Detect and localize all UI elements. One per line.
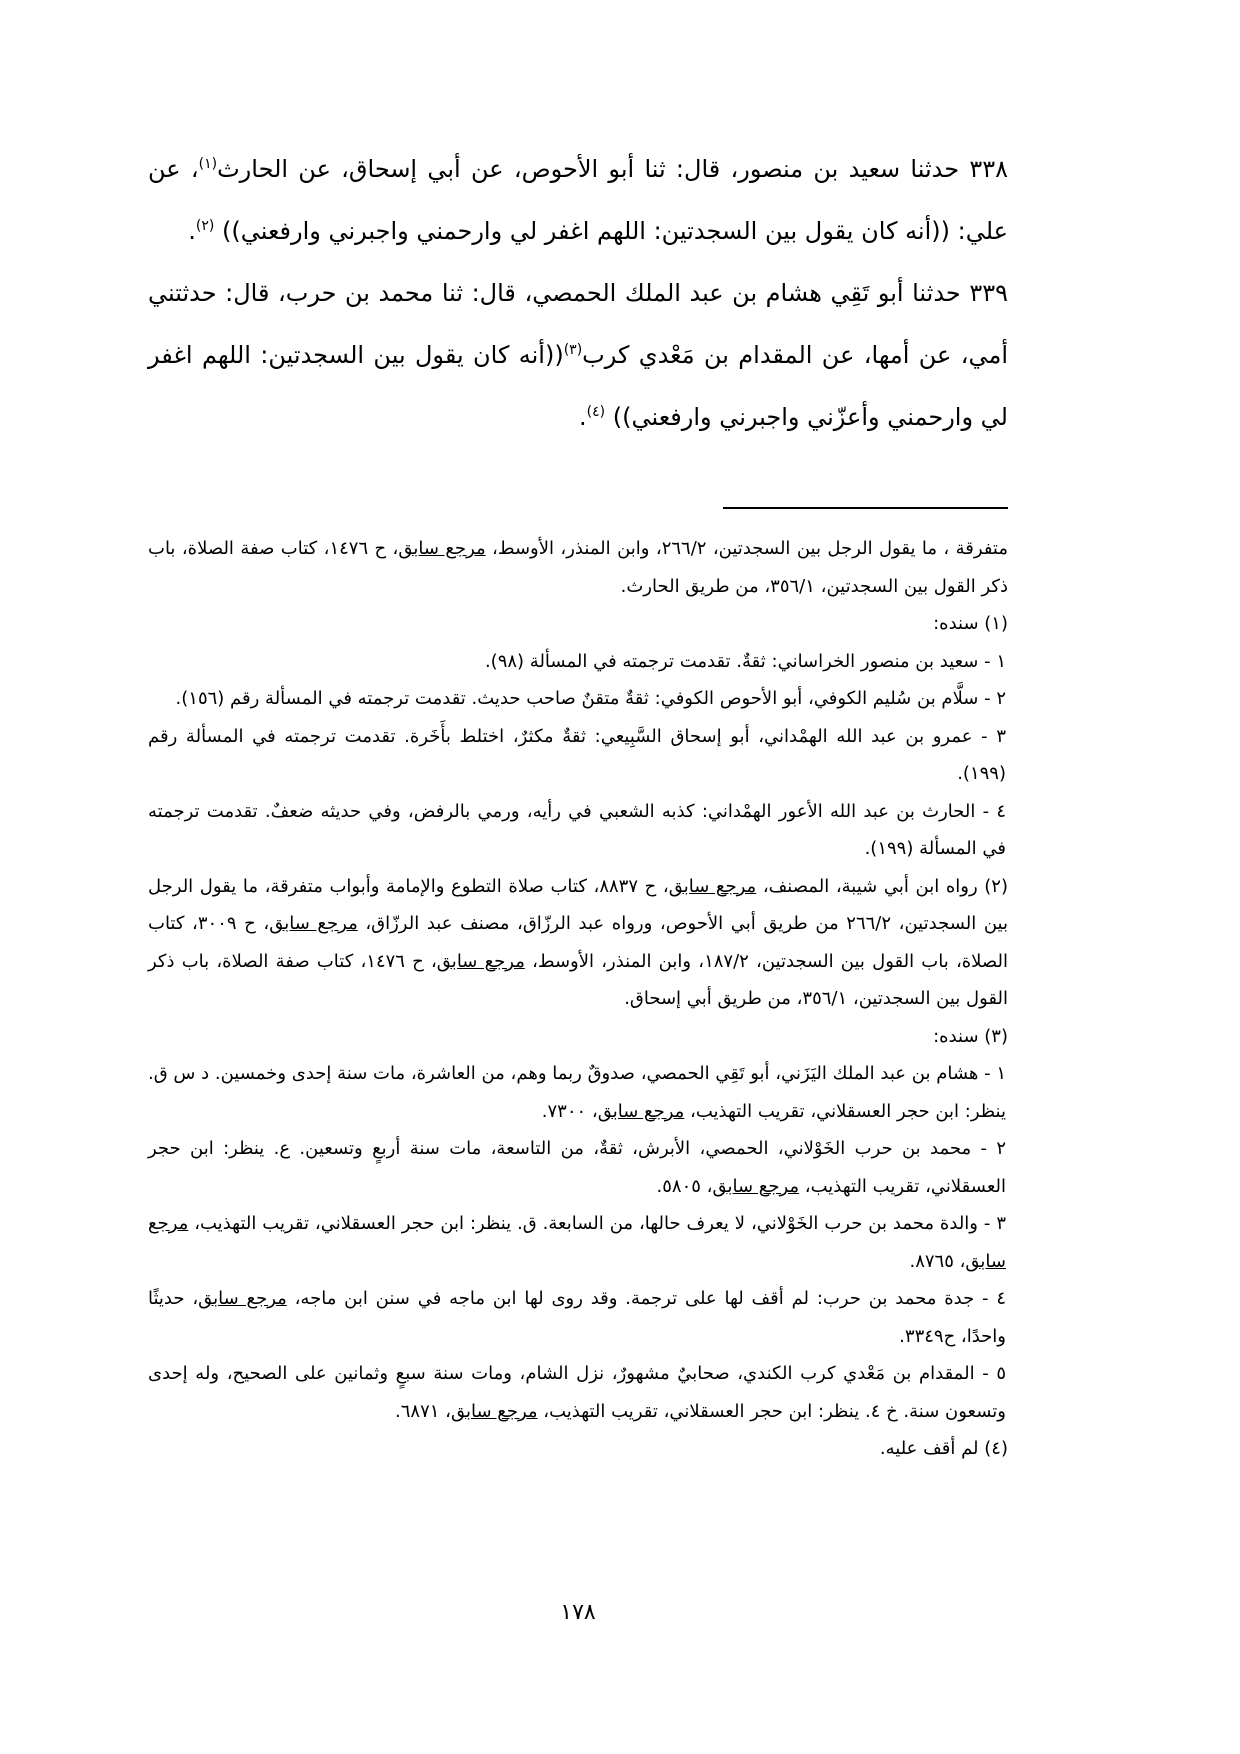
reference-link: مرجع سابق xyxy=(436,950,525,972)
hadith-338-end: . xyxy=(188,217,196,245)
main-text xyxy=(148,138,1008,448)
footnote-1-heading: (١) سنده: xyxy=(933,613,1008,634)
footnote-2 xyxy=(148,868,1008,1018)
footnote-text: ١ - هشام بن عبد الملك اليَزَني، أبو تَقِي الحمصي، صدوقٌ ربما وهم، من العاشرة، مات سنة إحدى وخمسين. د س ق. ينظر: ابن حجر العسقلاني، تقريب التهذيب، xyxy=(148,1063,1006,1122)
footnote-text: ٥ - المقدام بن مَعْدي كرب الكندي، صحابيٌ مشهورٌ، نزل الشام، ومات سنة سبعٍ وثمانين على الصحيح، وله إحدى وتسعون سنة. خ ٤. ينظر: ابن حجر العسقلاني، تقريب التهذيب، xyxy=(148,1363,1006,1422)
reference-link: مرجع سابق xyxy=(450,1400,538,1422)
footnote-1-item-4: ٤ - الحارث بن عبد الله الأعور الهمْداني: كذبه الشعبي في رأيه، ورمي بالرفض، وفي حديثه ضعفٌ. تقدمت ترجمته في المسألة (١٩٩). xyxy=(148,800,1006,859)
footnote-ref-1: (١) xyxy=(198,156,218,172)
hadith-338-text-b: ، عن علي: ((أنه كان يقول بين السجدتين: اللهم اغفر لي وارحمني واجبرني وارفعني)) xyxy=(148,155,1008,245)
footnote-text: ٤ - جدة محمد بن حرب: لم أقف لها على ترجمة. وقد روى لها ابن ماجه في سنن ابن ماجه، xyxy=(286,1288,1006,1309)
hadith-339-text-a: ٣٣٩ حدثنا أبو تَقِي هشام بن عبد الملك الحمصي، قال: ثنا محمد بن حرب، قال: حدثتني أمي، عن أمها، عن المقدام بن مَعْدي كرب xyxy=(148,279,1009,369)
footnote-text: ، ح ٣٠٠٩، كتاب الصلاة، باب القول بين السجدتين، ١٨٧/٢، وابن المنذر، الأوسط، xyxy=(148,913,1009,972)
footnote-text: (٢) رواه ابن أبي شيبة، المصنف، xyxy=(756,875,1008,897)
page-number: ١٧٨ xyxy=(560,1600,596,1625)
footnote-ref-4: (٤) xyxy=(586,404,606,420)
reference-link: مرجع سابق xyxy=(398,538,486,559)
footnote-3-item-2 xyxy=(148,1130,1008,1205)
reference-link: مرجع سابق xyxy=(668,875,757,897)
reference-link: مرجع سابق xyxy=(198,1288,287,1309)
document-page xyxy=(148,0,1008,1754)
reference-link: مرجع سابق xyxy=(712,1175,800,1197)
footnote-text: ، ٧٣٠٠. xyxy=(541,1100,598,1122)
footnote-text: ، ح ١٤٧٦، كتاب صفة الصلاة، باب ذكر القول بين السجدتين، ٣٥٦/١، من طريق أبي إسحاق. xyxy=(148,950,1008,1009)
footnote-text: ٢ - محمد بن حرب الخَوْلاني، الحمصي، الأبرش، ثقةٌ، من التاسعة، مات سنة أربعٍ وتسعين. ع. ينظر: ابن حجر العسقلاني، تقريب التهذيب، xyxy=(148,1138,1006,1197)
footnote-continuation xyxy=(148,530,1008,605)
hadith-339-text-b: ((أنه كان يقول بين السجدتين: اللهم اغفر لي وارحمني وأعزّني واجبرني وارفعني)) xyxy=(148,341,1008,431)
footnote-text: ٣ - والدة محمد بن حرب الخَوْلاني، لا يعرف حالها، من السابعة. ق. ينظر: ابن حجر العسقلاني، تقريب التهذيب، xyxy=(188,1213,1006,1234)
footnote-text: ، ٨٧٦٥. xyxy=(909,1250,966,1272)
footnote-ref-3: (٣) xyxy=(563,342,583,358)
footnote-text: ، ٥٨٠٥. xyxy=(656,1175,713,1197)
footnote-text: ، ح ١٤٧٦، كتاب صفة الصلاة، باب ذكر القول بين السجدتين، ٣٥٦/١، من طريق الحارث. xyxy=(148,538,1008,597)
footnote-separator xyxy=(723,507,1008,509)
footnote-3-item-3 xyxy=(148,1205,1008,1280)
footnote-text: ، ح ٨٨٣٧، كتاب صلاة التطوع والإمامة وأبواب متفرقة، ما يقول الرجل بين السجدتين، ٢٦٦/٢ من طريق أبي الأحوص، ورواه عبد الرزّاق، مصنف عبد الرزّاق، xyxy=(148,875,1008,934)
footnote-3-item-5 xyxy=(148,1355,1008,1430)
hadith-338-text-a: ٣٣٨ حدثنا سعيد بن منصور، قال: ثنا أبو الأحوص، عن أبي إسحاق، عن الحارث xyxy=(217,155,1009,183)
footnotes xyxy=(148,530,1008,1468)
footnote-3-item-4 xyxy=(148,1280,1008,1355)
footnote-1-item-1: ١ - سعيد بن منصور الخراساني: ثقةٌ. تقدمت ترجمته في المسألة (٩٨). xyxy=(484,650,1006,672)
hadith-338 xyxy=(148,138,1008,262)
reference-link: مرجع سابق xyxy=(148,1213,1006,1272)
reference-link: مرجع سابق xyxy=(597,1100,685,1122)
footnote-3-heading: (٣) سنده: xyxy=(933,1025,1008,1047)
footnote-1-item-2: ٢ - سلَّام بن سُليم الكوفي، أبو الأحوص الكوفي: ثقةٌ متقنٌ صاحب حديث. تقدمت ترجمته في المسألة رقم (١٥٦). xyxy=(175,688,1006,709)
hadith-339-end: . xyxy=(578,403,587,431)
footnote-text: ، ٦٨٧١. xyxy=(395,1400,451,1422)
reference-link: مرجع سابق xyxy=(269,913,358,934)
footnote-text: متفرقة ، ما يقول الرجل بين السجدتين، ٢٦٦/٢، وابن المنذر، الأوسط، xyxy=(485,538,1008,559)
hadith-339 xyxy=(148,262,1008,448)
footnote-3-item-1 xyxy=(148,1055,1008,1130)
footnote-text: ، حديثًا واحدًا، ح٣٣٤٩. xyxy=(148,1288,1006,1347)
footnote-ref-2: (٢) xyxy=(195,218,215,234)
footnote-4: (٤) لم أقف عليه. xyxy=(879,1438,1008,1459)
footnote-1-item-3: ٣ - عمرو بن عبد الله الهمْداني، أبو إسحاق السَّبِيعي: ثقةٌ مكثرٌ، اختلط بأَخَرة. تقدمت ترجمته في المسألة رقم (١٩٩). xyxy=(148,725,1006,784)
